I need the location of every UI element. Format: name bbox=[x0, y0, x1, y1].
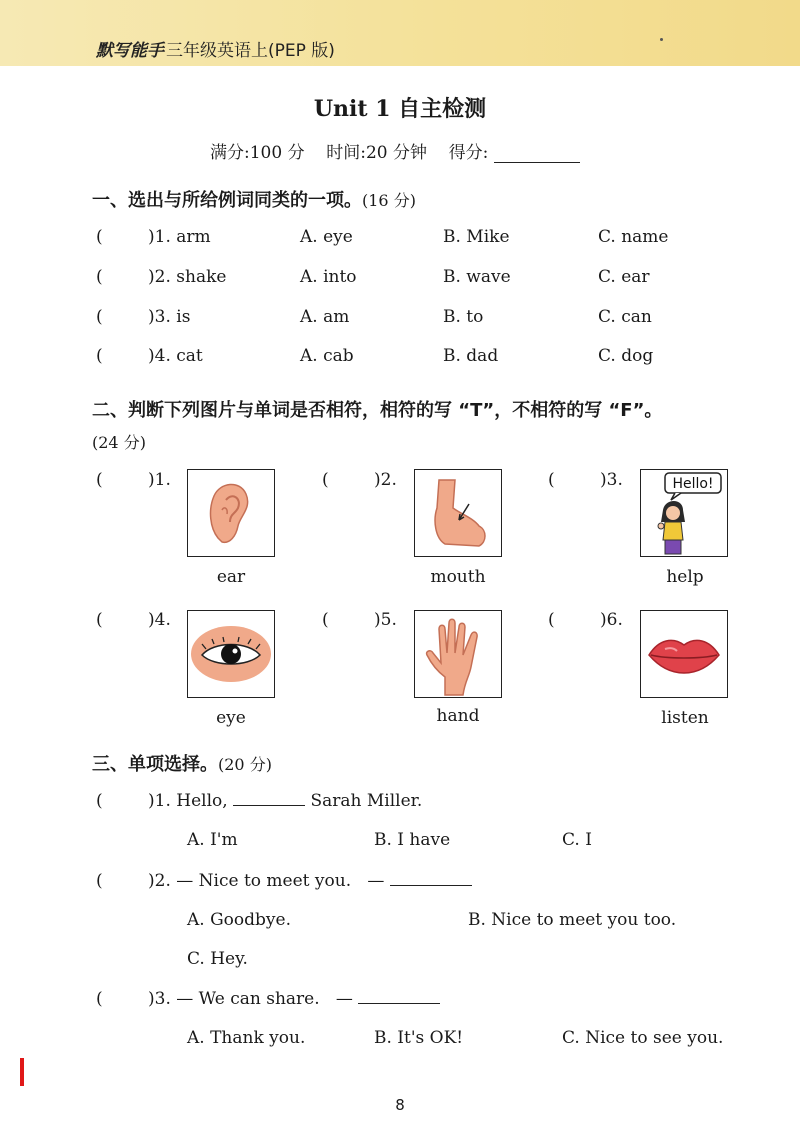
section1-title: 一、选出与所给例词同类的一项。 bbox=[92, 190, 362, 211]
s2-num: )3. bbox=[600, 470, 623, 490]
q-word: shake bbox=[176, 267, 227, 287]
s1-q2 bbox=[148, 267, 226, 287]
q-num: )2. bbox=[148, 267, 171, 287]
s1-q4-a[interactable]: A. cab bbox=[300, 346, 354, 366]
header-band bbox=[0, 0, 800, 66]
ear-icon bbox=[188, 470, 274, 556]
s3-q3-c[interactable]: C. Nice to see you. bbox=[562, 1028, 724, 1048]
q-num: )1. bbox=[148, 227, 171, 247]
book-header bbox=[96, 36, 335, 61]
s3-q1-b[interactable]: B. I have bbox=[374, 830, 451, 850]
word-label: mouth bbox=[430, 567, 486, 587]
section3-heading bbox=[92, 750, 272, 776]
s1-paren[interactable]: ( bbox=[96, 267, 103, 287]
s3-q2-b[interactable]: B. Nice to meet you too. bbox=[468, 910, 677, 930]
s3-q3 bbox=[148, 989, 440, 1009]
s3-q1 bbox=[148, 791, 422, 811]
page-title: Unit 1 自主检测 bbox=[313, 96, 487, 122]
s2-paren[interactable]: ( bbox=[96, 470, 103, 490]
s2-paren[interactable]: ( bbox=[96, 610, 103, 630]
score-label: 得分: bbox=[448, 143, 489, 163]
s1-paren[interactable]: ( bbox=[96, 346, 103, 366]
section1-points: (16 分) bbox=[362, 191, 416, 210]
lips-icon bbox=[641, 611, 727, 697]
s3-q1-a[interactable]: A. I'm bbox=[187, 830, 238, 850]
answer-blank[interactable] bbox=[390, 885, 472, 886]
s1-q1-a[interactable]: A. eye bbox=[300, 227, 353, 247]
eye-picture bbox=[187, 610, 275, 698]
s2-num: )1. bbox=[148, 470, 171, 490]
q-text: — We can share. bbox=[176, 989, 320, 1009]
points-label: (24 分) bbox=[92, 433, 146, 452]
red-margin-mark bbox=[20, 1058, 24, 1086]
s1-q3-c[interactable]: C. can bbox=[598, 307, 652, 327]
answer-blank[interactable] bbox=[233, 805, 305, 806]
reply-dash: — bbox=[335, 989, 353, 1009]
s2-paren[interactable]: ( bbox=[322, 470, 329, 490]
answer-blank[interactable] bbox=[358, 1003, 440, 1004]
hello-bubble: Hello! bbox=[672, 476, 714, 492]
score-blank[interactable] bbox=[494, 162, 580, 163]
q-num: )3. bbox=[148, 307, 171, 327]
q-num: )1. bbox=[148, 791, 171, 811]
s1-paren[interactable]: ( bbox=[96, 227, 103, 247]
s3-paren[interactable]: ( bbox=[96, 871, 103, 891]
q-text: Hello, bbox=[176, 791, 228, 811]
exam-meta bbox=[210, 138, 580, 163]
arm-icon bbox=[415, 470, 501, 556]
hand-icon bbox=[415, 611, 501, 697]
word-label: help bbox=[666, 567, 704, 587]
s2-paren[interactable]: ( bbox=[322, 610, 329, 630]
s2-num: )2. bbox=[374, 470, 397, 490]
hand-picture bbox=[414, 610, 502, 698]
q-num: )2. bbox=[148, 871, 171, 891]
section3-title: 三、单项选择。 bbox=[92, 754, 218, 775]
word-label: hand bbox=[436, 706, 480, 726]
s1-q2-c[interactable]: C. ear bbox=[598, 267, 650, 287]
s3-q3-a[interactable]: A. Thank you. bbox=[187, 1028, 306, 1048]
s1-q2-b[interactable]: B. wave bbox=[443, 267, 511, 287]
s2-paren[interactable]: ( bbox=[548, 610, 555, 630]
brand-label: 默写能手 bbox=[96, 41, 164, 61]
word-label: listen bbox=[661, 708, 709, 728]
s2-paren[interactable]: ( bbox=[548, 470, 555, 490]
s2-num: )6. bbox=[600, 610, 623, 630]
s3-q1-c[interactable]: C. I bbox=[562, 830, 592, 850]
s3-q2 bbox=[148, 871, 472, 891]
section2-heading: 二、判断下列图片与单词是否相符，相符的写 “T”，不相符的写 “F”。 bbox=[92, 400, 663, 421]
q-word: arm bbox=[176, 227, 211, 247]
s2-num: )5. bbox=[374, 610, 397, 630]
s1-q4-c[interactable]: C. dog bbox=[598, 346, 654, 366]
word-label: eye bbox=[216, 708, 246, 728]
girl-hello-icon bbox=[641, 470, 727, 556]
s1-q4-b[interactable]: B. dad bbox=[443, 346, 499, 366]
s3-q2-a[interactable]: A. Goodbye. bbox=[187, 910, 291, 930]
section2-points bbox=[92, 430, 146, 453]
lips-picture bbox=[640, 610, 728, 698]
s1-q1-b[interactable]: B. Mike bbox=[443, 227, 510, 247]
section3-points: (20 分) bbox=[218, 755, 272, 774]
page-number: 8 bbox=[395, 1096, 405, 1114]
s1-paren[interactable]: ( bbox=[96, 307, 103, 327]
arm-picture bbox=[414, 469, 502, 557]
s2-num: )4. bbox=[148, 610, 171, 630]
s1-q3-a[interactable]: A. am bbox=[300, 307, 350, 327]
book-label: 三年级英语上(PEP 版) bbox=[166, 41, 335, 61]
s3-paren[interactable]: ( bbox=[96, 989, 103, 1009]
s3-q3-b[interactable]: B. It's OK! bbox=[374, 1028, 464, 1048]
q-word: is bbox=[176, 307, 191, 327]
eye-icon bbox=[188, 611, 274, 697]
s1-q3 bbox=[148, 307, 190, 327]
section1-heading bbox=[92, 186, 416, 212]
full-score: 满分:100 分 bbox=[210, 143, 305, 163]
s1-q2-a[interactable]: A. into bbox=[300, 267, 357, 287]
q-num: )4. bbox=[148, 346, 171, 366]
s3-q2-c[interactable]: C. Hey. bbox=[187, 949, 248, 969]
header-dot bbox=[660, 38, 663, 41]
word-label: ear bbox=[216, 567, 246, 587]
s1-q1-c[interactable]: C. name bbox=[598, 227, 669, 247]
s1-q1 bbox=[148, 227, 211, 247]
q-word: cat bbox=[176, 346, 203, 366]
time-limit: 时间:20 分钟 bbox=[326, 143, 427, 163]
reply-dash: — bbox=[367, 871, 385, 891]
q-text: Sarah Miller. bbox=[310, 791, 423, 811]
s3-paren[interactable]: ( bbox=[96, 791, 103, 811]
ear-picture bbox=[187, 469, 275, 557]
q-num: )3. bbox=[148, 989, 171, 1009]
s1-q3-b[interactable]: B. to bbox=[443, 307, 484, 327]
q-text: — Nice to meet you. bbox=[176, 871, 352, 891]
s1-q4 bbox=[148, 346, 203, 366]
girl-hello-picture bbox=[640, 469, 728, 557]
